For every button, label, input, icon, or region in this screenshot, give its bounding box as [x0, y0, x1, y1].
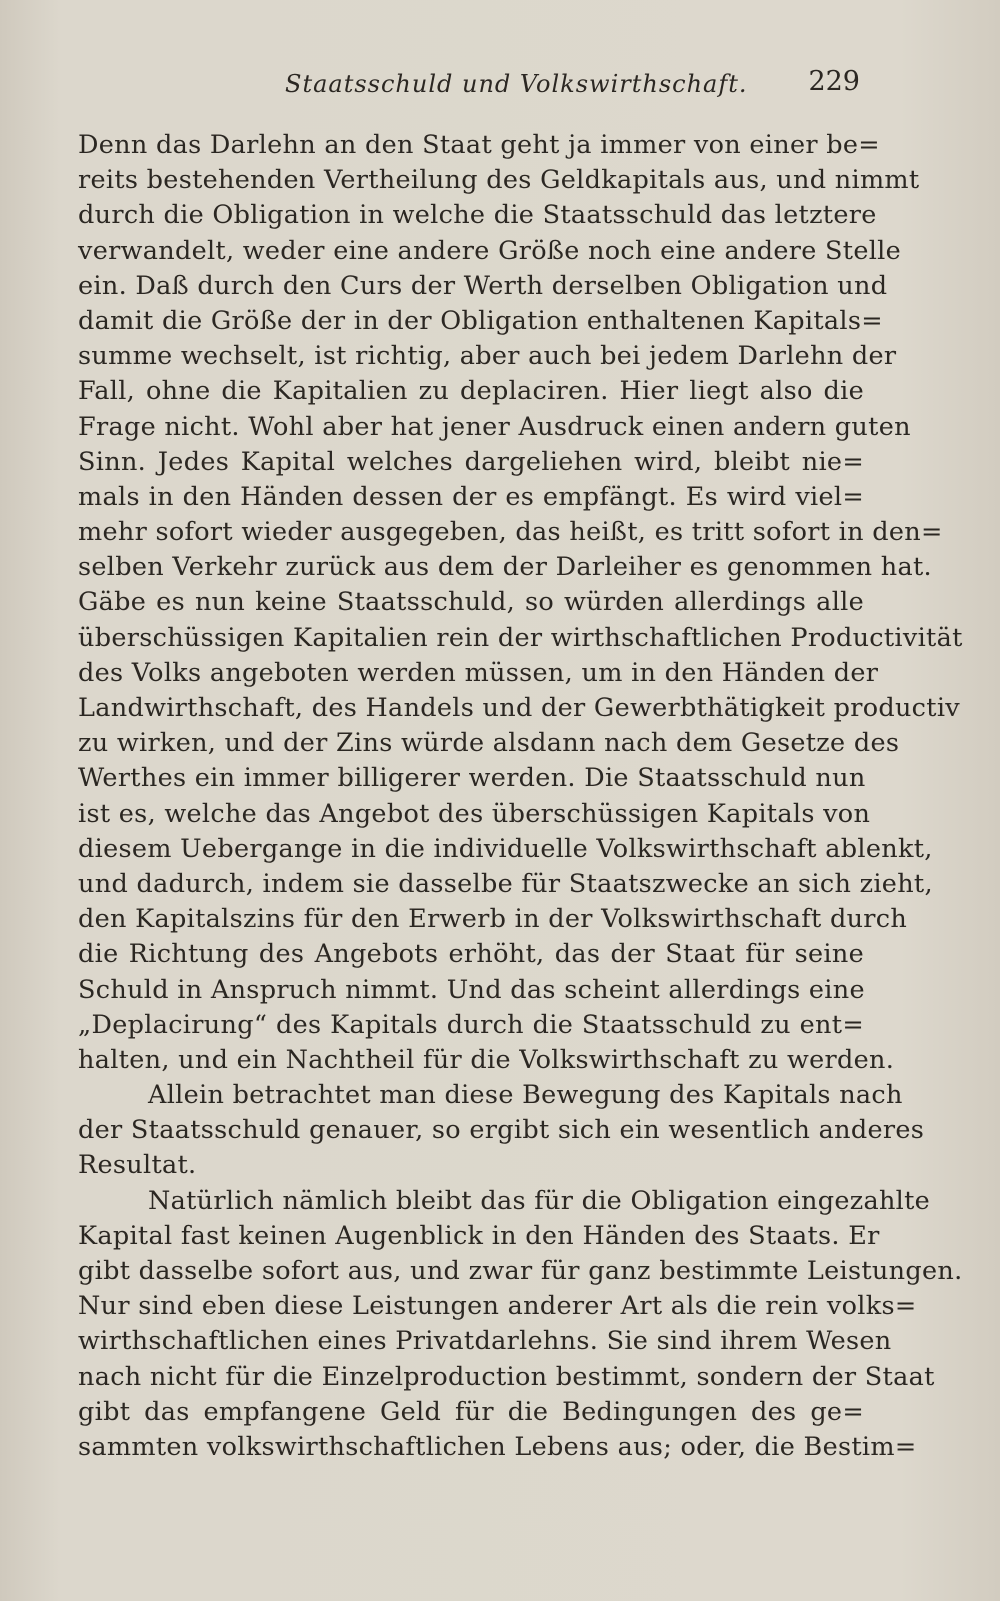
- text-line: Nur sind eben diese Leistungen anderer Art als die rein volks=: [78, 1291, 917, 1322]
- text-line: der Staatsschuld genauer, so ergibt sich ein wesentlich anderes: [78, 1115, 925, 1146]
- text-line: Frage nicht. Wohl aber hat jener Ausdruck einen andern guten: [78, 411, 911, 442]
- text-line: Werthes ein immer billigerer werden. Die Staatsschuld nun: [78, 763, 866, 794]
- text-line: gibt dasselbe sofort aus, und zwar für ganz bestimmte Leistungen.: [78, 1256, 963, 1286]
- text-line: reits bestehenden Vertheilung des Geldkapitals aus, und nimmt: [78, 165, 920, 196]
- text-line: zu wirken, und der Zins würde alsdann nach dem Gesetze des: [78, 728, 900, 759]
- running-title: Staatsschuld und Volkswirthschaft.: [285, 70, 748, 98]
- text-line: damit die Größe der in der Obligation enthaltenen Kapitals=: [78, 305, 883, 336]
- text-line: sammten volkswirthschaftlichen Lebens aus; oder, die Bestim=: [78, 1431, 917, 1462]
- text-line: und dadurch, indem sie dasselbe für Staatszwecke an sich zieht,: [78, 868, 933, 899]
- text-line: diesem Uebergange in die individuelle Volkswirthschaft ablenkt,: [78, 833, 933, 864]
- text-line: Schuld in Anspruch nimmt. Und das scheint allerdings eine: [78, 974, 865, 1005]
- text-line: Allein betrachtet man diese Bewegung des Kapitals nach: [148, 1080, 903, 1111]
- text-line: verwandelt, weder eine andere Größe noch eine andere Stelle: [78, 235, 902, 266]
- text-line: durch die Obligation in welche die Staatsschuld das letztere: [78, 200, 877, 231]
- text-line: mals in den Händen dessen der es empfängt. Es wird viel=: [78, 481, 864, 512]
- text-line: überschüssigen Kapitalien rein der wirthschaftlichen Productivität: [78, 622, 963, 653]
- text-line: Natürlich nämlich bleibt das für die Obligation eingezahlte: [148, 1185, 931, 1216]
- text-line: halten, und ein Nachtheil für die Volkswirthschaft zu werden.: [78, 1044, 895, 1075]
- page-number: 229: [808, 66, 860, 97]
- text-line: summe wechselt, ist richtig, aber auch bei jedem Darlehn der: [78, 341, 897, 372]
- text-line: ein. Daß durch den Curs der Werth derselben Obligation und: [78, 270, 888, 301]
- text-line: „Deplacirung“ des Kapitals durch die Staatsschuld zu ent=: [78, 1009, 864, 1040]
- text-line: Denn das Darlehn an den Staat geht ja immer von einer be=: [78, 130, 880, 160]
- page-header: [80, 60, 860, 110]
- text-line: Landwirthschaft, des Handels und der Gewerbthätigkeit productiv: [78, 693, 960, 723]
- text-line: Resultat.: [78, 1150, 197, 1181]
- body-text: [78, 128, 963, 1465]
- text-line: mehr sofort wieder ausgegeben, das heißt, es tritt sofort in den=: [78, 517, 943, 548]
- text-line: die Richtung des Angebots erhöht, das der Staat für seine: [78, 939, 864, 970]
- text-line: wirthschaftlichen eines Privatdarlehns. Sie sind ihrem Wesen: [78, 1326, 892, 1357]
- text-line: Fall, ohne die Kapitalien zu deplaciren. Hier liegt also die: [78, 376, 864, 407]
- text-line: des Volks angeboten werden müssen, um in den Händen der: [78, 657, 879, 688]
- text-line: selben Verkehr zurück aus dem der Darleiher es genommen hat.: [78, 552, 932, 583]
- text-line: nach nicht für die Einzelproduction bestimmt, sondern der Staat: [78, 1361, 935, 1392]
- text-line: den Kapitalszins für den Erwerb in der Volkswirthschaft durch: [78, 904, 908, 935]
- text-line: Kapital fast keinen Augenblick in den Händen des Staats. Er: [78, 1220, 880, 1251]
- text-line: Gäbe es nun keine Staatsschuld, so würden allerdings alle: [78, 587, 864, 618]
- text-line: ist es, welche das Angebot des überschüssigen Kapitals von: [78, 798, 871, 829]
- text-line: Sinn. Jedes Kapital welches dargeliehen wird, bleibt nie=: [78, 446, 864, 477]
- text-line: gibt das empfangene Geld für die Bedingungen des ge=: [78, 1396, 864, 1427]
